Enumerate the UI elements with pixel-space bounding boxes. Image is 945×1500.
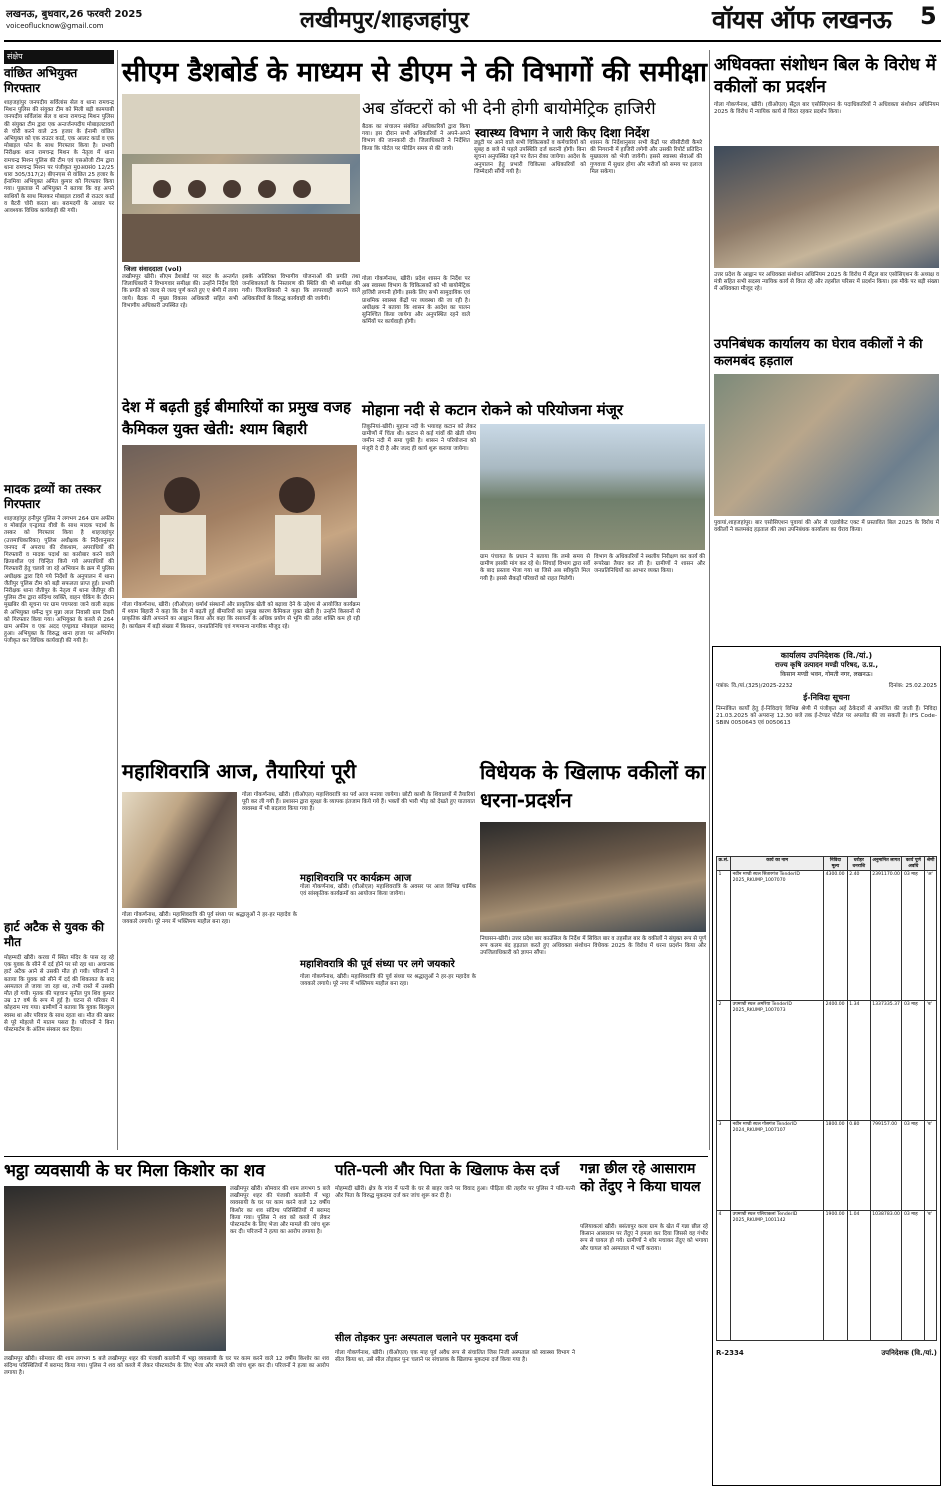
lead-inline-head: स्वास्थ्य विभाग ने जारी किए दिशा निर्देश bbox=[475, 126, 650, 140]
brief-3-title: हार्ट अटैक से युवक की मौत bbox=[4, 920, 104, 949]
tender-code: R-2334 bbox=[716, 1349, 744, 1358]
col-sno: क्र.सं. bbox=[717, 857, 731, 871]
shivratri-sub-1: महाशिवरात्रि पर कार्यक्रम आज bbox=[300, 873, 412, 884]
right-column-divider bbox=[709, 50, 710, 1150]
kiln-headline: भट्ठा व्यवसायी के घर मिला किशोर का शव bbox=[4, 1161, 265, 1181]
table-row: 3 नवीन मण्डी स्थल गौसगंज TenderID 2024_RKUMP_1007107 1800.00 0.80 799157.00 03 माह 'ब' bbox=[717, 1121, 937, 1211]
col-cost: अनुमानित लागत bbox=[870, 857, 902, 871]
brief-3-body: मोहम्मदी खीरी। करवा में स्थित मंदिर के पास रह रहे एक युवक के सीने में दर्द होने पर सो रहा था। अचानक हार्ट अटैक आने से उसकी मौत हो गयी। परिजनों ने बताया कि युवक को सीने में दर्द की शिकायत के बाद अस्पताल ले जाया जा रहा था, तभी रास्ते में उसकी मौत हो गयी। मृतक की पहचान सुनील पुत्र शिव कुमार उम्र 17 वर्ष के रूप में हुई है। घटना से परिवार में कोहराम मच गया। ग्रामीणों ने बताया कि युवक बिल्कुल स्वस्थ था और परिवार के साथ रहता था। मौत की खबर से पूरे मोहल्ले में मातम पसरा है। परिजनों ने बिना पोस्टमार्टम के अंतिम संस्कार कर दिया। bbox=[4, 955, 116, 1034]
left-column-divider bbox=[117, 50, 118, 1150]
dharna-headline: विधेयक के खिलाफ वकीलों का धरना-प्रदर्शन bbox=[480, 760, 706, 812]
leopard-body: पलियाकलां खीरी। बसंतापुर कला ग्राम के खेत में गन्ना छील रहे किसान आसाराम पर तेंदुए ने हमला कर दिया जिससे वह गंभीर रूप से घायल हो गये। ग्रामीणों ने शोर मचाकर तेंदुए को भगाया और घायल को अस्पताल में भर्ती कराया। bbox=[580, 1224, 710, 1252]
shivratri-headline: महाशिवरात्रि आज, तैयारियां पूरी bbox=[122, 759, 357, 783]
lead-photo bbox=[122, 94, 360, 262]
shivratri-sub-2: महाशिवरात्रि की पूर्व संध्या पर लगे जयकारे bbox=[300, 959, 455, 970]
disease-headline-1: देश में बढ़ती हुई बीमारियों का प्रमुख वजह bbox=[122, 398, 351, 416]
tender-signatory: उपनिदेशक (वि./यां.) bbox=[881, 1349, 937, 1358]
masthead-rule bbox=[4, 40, 941, 42]
shivratri-photo bbox=[122, 792, 237, 908]
table-row: 4 उपमण्डी स्थल पलियाकलां TenderID 2025_RKUMP_1001142 1900.00 1.04 1038783.00 03 माह 'ब' bbox=[717, 1211, 937, 1341]
col-work: कार्य का नाम bbox=[731, 857, 824, 871]
case-headline: पति-पत्नी और पिता के खिलाफ केस दर्ज bbox=[335, 1161, 560, 1179]
email[interactable]: voiceoflucknow@gmail.com bbox=[6, 22, 104, 30]
mohana-body-a: तिकुनियां-खीरी। मुहाना नदी के भयावह कटान को लेकर ग्रामीणों में चिंता थी। कटान से कई गांवों की खेती योग्य जमीन नदी में समा चुकी है। शासन ने परियोजना को मंजूरी दे दी है और जल्द ही कार्य शुरू कराया जायेगा। bbox=[362, 424, 478, 452]
brief-2-body: शाहजहांपुर हनीपुर पुलिस ने लगभग 264 ग्राम अफीम व मोबाईल एन्ड्रायड वीवो के साथ मादक पदार्थ के तस्कर को गिरफ्तार किया है शाहजहांपुर (उत्तमाधिकारिका) पुलिस अधीक्षक के निर्देशानुसार जनपद में अपराध की रोकथाम, अपराधियों की गिरफ्तारी व मादक पदार्थ का कारोबार करने वाले क्रियाशील एवं चिन्हित किये गये अपराधियों की गिरफ्तारी हेतु चलाये जा रहे अभियान के क्रम में पुलिस अधीक्षक द्वारा दिये गये निर्देशों के अनुपालन में थाना जैतीपुर पुलिस टीम को बड़ी सफलता प्राप्त हुई। प्रभारी निरीक्षक थाना जैतीपुर के नेतृत्व में थाना जैतीपुर की पुलिस टीम द्वारा संदिग्ध व्यक्ति, वाहन चेकिंग के दौरान मुखबिर की सूचना पर ग्राम पचपरवा जाने वाली सड़क से अभियुक्त धर्मेन्द्र पुत्र मुन्ना लाल निवासी ग्राम टिबरी को गिरफ्तार किया गया। अभियुक्त के कब्जे से 264 ग्राम अफीम व एक अदद एण्ड्रायड मोबाइल बरामद हुआ। अभियुक्त के विरुद्ध थाना हाजा पर अभियोग पंजीकृत कर विधिक कार्यवाही की गयी है। bbox=[4, 516, 116, 645]
tender-title: ई-निविदा सूचना bbox=[803, 693, 850, 702]
case-body: मोहम्मदी खीरी। क्षेत्र के गांव में पत्नी के घर से बाहर जाने पर विवाद हुआ। पीड़िता की तहरीर पर पुलिस ने पति-पत्नी और पिता के विरुद्ध मुकदमा दर्ज कर जांच शुरू कर दी है। bbox=[335, 1186, 577, 1200]
page-number: 5 bbox=[920, 2, 937, 30]
advocates-headline-2: उपनिबंधक कार्यालय का घेराव वकीलों ने की कलमबंद हड़ताल bbox=[714, 337, 923, 369]
dharna-body: निघासन-खीरी। उत्तर प्रदेश बार काउंसिल के निर्देश में सिविल बार व तहसील बार के वकीलों ने संयुक्त रूप से पूर्ण रूप कलम बंद हड़ताल करते हुए अधिवक्ता संशोधन विधेयक 2025 के विरोध में धरना प्रदर्शन किया और उपजिलाधिकारी को ज्ञापन सौंपा। bbox=[480, 936, 708, 957]
kiln-body: लखीमपुर खीरी। सोमवार की शाम लगभग 5 बजे लखीमपुर शहर की पंजाबी कालोनी में भट्ठा व्यवसायी के घर पर काम करने वाले 12 वर्षीय किशोर का शव संदिग्ध परिस्थितियों में बरामद किया गया। पुलिस ने शव को कब्जे में लेकर पोस्टमार्टम के लिए भेजा और मामले की जांच शुरू कर दी। परिजनों ने हत्या का आरोप लगाया है। bbox=[4, 1356, 331, 1377]
mohana-body-b: ग्राम पंचायत के प्रधान ने बताया कि लम्बे समय से ग्रामीण इसकी मांग कर रहे थे। सिंचाई विभाग द्वारा सर्वे के बाद प्रस्ताव भेजा गया था जिसे अब स्वीकृति मिल गयी है। इससे सैकड़ों परिवारों को राहत मिलेगी। bbox=[480, 554, 592, 582]
advocates-photo bbox=[714, 146, 939, 268]
tender-notice-text: निम्नांकित कार्यों हेतु ई-निविदाएं विभिन्न श्रेणी में पंजीकृत अर्ह ठेकेदारों से आमंत्रित की जाती हैं। निविदा 21.03.2025 को अपरान्ह 12.30 बजे तक ई-टेण्डर पोर्टल पर अपलोड की जा सकती है। IFS Code-SBIN 0050643 एवं 0050613 bbox=[716, 706, 939, 727]
dharna-photo bbox=[480, 822, 706, 932]
tender-address: किसान मण्डी भवन, गोमती नगर, लखनऊ। bbox=[780, 671, 873, 678]
disease-body: गोला गोकर्णनाथ, खीरी। (वीओएल) धर्मार्थ संस्थानों और प्राकृतिक खेती को बढ़ावा देने के उद्देश्य से आयोजित कार्यक्रम में श्याम बिहारी ने कहा कि देश में बढ़ती हुई बीमारियों का प्रमुख कारण कैमिकल युक्त खेती है। उन्होंने किसानों से प्राकृतिक खेती अपनाने का आह्वान किया और कहा कि रसायनों के अधिक प्रयोग से भूमि की उर्वरा शक्ति कम हो रही है। कार्यक्रम में बड़ी संख्या में किसान, जनप्रतिनिधि एवं गणमान्य नागरिक मौजूद रहे। bbox=[122, 602, 362, 630]
lead-body-d: गोला गोकर्णनाथ, खीरी। प्रदेश शासन के निर्देश पर अब स्वास्थ्य विभाग के चिकित्सकों को भी बायोमेट्रिक हाजिरी लगानी होगी। इसके लिए सभी सामुदायिक एवं प्राथमिक स्वास्थ्य केंद्रों पर व्यवस्था की जा रही है। अधीक्षक ने बताया कि शासन के आदेश का पालन सुनिश्चित किया जायेगा और अनुपस्थित रहने वाले कर्मियों पर कार्यवाही होगी। bbox=[362, 276, 472, 326]
shivratri-sub-2-body: गोला गोकर्णनाथ, खीरी। महाशिवरात्रि की पूर्व संध्या पर श्रद्धालुओं ने हर-हर महादेव के जयकारे लगाये। पूरे नगर में भक्तिमय माहौल बना रहा। bbox=[300, 974, 478, 988]
tender-org: राज्य कृषि उत्पादन मण्डी परिषद, उ.प्र., bbox=[774, 661, 878, 669]
lead-photo-caption: जिला संवाददाता (vol) bbox=[124, 265, 182, 273]
hospital-seal-body: गोला गोकर्णनाथ, खीरी। (वीओएल) एक माह पूर्व अवैध रूप से संचालित जिस निजी अस्पताल को स्वास्थ्य विभाग ने सील किया था, उसे सील तोड़कर पुनः चलाने पर संचालक के खिलाफ मुकदमा दर्ज किया गया है। bbox=[335, 1350, 577, 1364]
speakers-photo-icon bbox=[122, 445, 357, 598]
tender-table bbox=[716, 856, 937, 1341]
col-fee: निविदा मूल्य bbox=[824, 857, 848, 871]
lead-sub-headline: अब डॉक्टरों को भी देनी होगी बायोमेट्रिक हाजिरी bbox=[362, 99, 656, 119]
kiln-body-2: लखीमपुर खीरी। सोमवार की शाम लगभग 5 बजे लखीमपुर शहर की पंजाबी कालोनी में भट्ठा व्यवसायी के घर पर काम करने वाले 12 वर्षीय किशोर का शव संदिग्ध परिस्थितियों में बरामद किया गया। पुलिस ने शव को कब्जे में लेकर पोस्टमार्टम के लिए भेजा और मामले की जांच शुरू कर दी। परिजनों ने हत्या का आरोप लगाया है। bbox=[230, 1186, 332, 1236]
mohana-headline: मोहाना नदी से कटान रोकने को परियोजना मंजूर bbox=[362, 401, 624, 419]
brief-2-title: मादक द्रव्यों का तस्कर गिरफ्तार bbox=[4, 482, 101, 511]
table-row: 1 नवीन मण्डी स्थल सितारगंज TenderID 2025_RKUMP_1007070 4300.00 2.40 2391170.00 03 माह 'अ' bbox=[717, 871, 937, 1001]
lead-body-a: लखीमपुर खीरी। सीएम डैशबोर्ड पर सदर के अन्तर्गत जिलाधिकारी ने विभागवार समीक्षा की। उन्होंने निर्देश दिये कि प्रगति को जल्द से जल्द पूर्ण करते हुए ए श्रेणी में लाया जाये। बैठक में मुख्य विकास अधिकारी सहित सभी विभागीय अधिकारी उपस्थित रहे। bbox=[122, 274, 240, 309]
tender-office: कार्यालय उपनिदेशक (वि./यां.) bbox=[780, 651, 873, 660]
disease-photo bbox=[122, 445, 357, 598]
advocates-body-3: पुवायां,शाहजहांपुर। बार एसोसिएशन पुवायां की ओर से एडवोकेट एक्ट में प्रस्तावित बिल 2025 के विरोध में वकीलों ने कलमबंद हड़ताल की तथा उपनिबंधक कार्यालय का घेराव किया। bbox=[714, 520, 941, 534]
dateline: लखनऊ, बुधवार,26 फरवरी 2025 bbox=[6, 9, 143, 20]
lead-body-f: शासन के निर्देशानुसार सभी केंद्रों पर सीसीटीवी कैमरे की निगरानी में हाजिरी लगेगी और उसकी रिपोर्ट प्रतिदिन मुख्यालय को भेजी जायेगी। इससे स्वास्थ्य सेवाओं की गुणवत्ता में सुधार होगा और मरीजों को समय पर इलाज मिल सकेगा। bbox=[590, 140, 704, 175]
advocates-body: गोला गोकर्णनाथ, खीरी। (वीओएल) सेंट्रल बार एसोसिएशन के पदाधिकारियों ने अधिवक्ता संशोधन अधिनियम 2025 के विरोध में न्यायिक कार्य से विरत रहकर प्रदर्शन किया। bbox=[714, 102, 941, 116]
shivratri-body-2: गोला गोकर्णनाथ, खीरी। महाशिवरात्रि की पूर्व संध्या पर श्रद्धालुओं ने हर-हर महादेव के जयकारे लगाये। पूरे नगर में भक्तिमय माहौल बना रहा। bbox=[122, 912, 299, 926]
hospital-seal-headline: सील तोड़कर पुनः अस्पताल चलाने पर मुकदमा दर्ज bbox=[335, 1333, 518, 1344]
lead-body-c: बैठक का संचालन संबंधित अधिकारियों द्वारा किया गया। इस दौरान सभी अधिकारियों ने अपने-अपने विभाग की जानकारी दी। जिलाधिकारी ने निर्देशित किया कि पोर्टल पर फीडिंग समय से की जाये। bbox=[362, 124, 472, 152]
col-class: श्रेणी bbox=[925, 857, 937, 871]
lead-body-b: इसके अतिरिक्त विभागीय योजनाओं की प्रगति तथा जनशिकायतों के निस्तारण की स्थिति की भी समीक्षा की गयी। जिलाधिकारी ने कहा कि लापरवाही बरतने वाले अधिकारियों के विरुद्ध कार्यवाही की जायेगी। bbox=[242, 274, 362, 302]
lead-headline: सीएम डैशबोर्ड के माध्यम से डीएम ने की विभागों की समीक्षा bbox=[122, 57, 707, 88]
brief-1-title: वांछित अभियुक्त गिरफ्तार bbox=[4, 66, 78, 95]
section-title: लखीमपुर/शाहजहांपुर bbox=[300, 7, 469, 33]
tender-notice bbox=[712, 646, 941, 1486]
river-photo bbox=[480, 424, 705, 550]
strike-photo bbox=[714, 374, 939, 516]
advocates-headline: अधिवक्ता संशोधन बिल के विरोध में वकीलों का प्रदर्शन bbox=[714, 55, 936, 97]
disease-headline-2: कैमिकल युक्त खेती: श्याम बिहारी bbox=[122, 420, 308, 438]
col-period: कार्य पूर्ण अवधि bbox=[902, 857, 925, 871]
tender-date: दिनांक: 25.02.2025 bbox=[888, 683, 937, 689]
lead-body-e: ड्यूटी पर आने वाले सभी चिकित्सकों व कर्मचारियों को सुबह 8 बजे से पहले उपस्थिति दर्ज करानी होगी। बिना सूचना अनुपस्थित रहने पर वेतन रोका जायेगा। आदेश के अनुपालन हेतु प्रभारी चिकित्सा अधिकारियों को जिम्मेदारी सौंपी गयी है। bbox=[474, 140, 588, 175]
kiln-photo bbox=[4, 1186, 226, 1351]
briefs-label: संक्षेप bbox=[4, 50, 114, 64]
masthead bbox=[0, 0, 945, 46]
brand-logo: वॉयस ऑफ लखनऊ bbox=[712, 5, 892, 34]
brief-1-body: शाहजहांपुर जनपदीय सर्विलांस सेल व थाना रामचन्द्र मिशन पुलिस की संयुक्त टीम को मिली बड़ी कामयाबी जनपदीय सर्विलांस सेल व थाना रामचन्द्र मिशन पुलिस की संयुक्त टीम द्वारा एक अन्तर्जनपदीय मोबाइलटावरों से चोरी करने वाले 25 हजार के ईनामी वांछित अभियुक्त को एक राउटर कार्ड, एक आलट कार्ड व एक मोबाइल फोन के साथ गिरफ्तार किया है। प्रभारी निरीक्षक थाना रामचन्द्र मिशन के नेतृत्व में थाना रामचन्द्र मिशन पुलिस की टीम एवं एसओजी टीम द्वारा थाना रामचन्द्र मिशन पर पंजीकृत मु0अ0सं0 12/25 धारा 305/317(2) बीएनएस से वांछित 25 हजार के ईनामिया अभियुक्त अमित कुमार को गिरफ्तार किया गया। पूछताछ में अभियुक्त ने बताया कि वह अपने साथियों के साथ मिलकर मोबाइल टावरों से राउटर कार्ड व बैटरी चोरी करता था। बरामदगी के आधार पर आवश्यक विधिक कार्यवाही की गयी। bbox=[4, 100, 116, 215]
bottom-rule bbox=[4, 1156, 708, 1157]
shivratri-sub-1-body: गोला गोकर्णनाथ, खीरी। (वीओएल) महाशिवरात्रि के अवसर पर आज विभिन्न धार्मिक एवं सांस्कृतिक कार्यक्रमों का आयोजन किया जायेगा। bbox=[300, 884, 478, 898]
table-row: 2 उपमण्डी स्थल अमरिया TenderID 2025_RKUMP_1007073 2400.00 1.34 1337335.37 03 माह 'ब' bbox=[717, 1001, 937, 1121]
meeting-photo-icon bbox=[122, 94, 360, 262]
tender-ref: पत्रांक: वि./यां.(325)/2025-2232 bbox=[716, 683, 793, 689]
advocates-body-2: उत्तर प्रदेश के आह्वान पर अधिवक्ता संशोधन अधिनियम 2025 के विरोध में सेंट्रल बार एसोसिएशन के अध्यक्ष व मंत्री सहित सभी सदस्य न्यायिक कार्य से विरत रहे और तहसील परिसर में प्रदर्शन किया। इस मौके पर बड़ी संख्या में अधिवक्ता मौजूद रहे। bbox=[714, 272, 941, 293]
leopard-headline: गन्ना छील रहे आसाराम को तेंदुए ने किया घायल bbox=[580, 1161, 701, 1195]
shivratri-body: गोला गोकर्णनाथ, खीरी। (वीओएल) महाशिवरात्रि का पर्व आज मनाया जायेगा। छोटी काशी के शिवालयों में तैयारियां पूरी कर ली गयी हैं। प्रशासन द्वारा सुरक्षा के व्यापक इंतजाम किये गये हैं। भक्तों की भारी भीड़ को देखते हुए यातायात व्यवस्था में भी बदलाव किया गया है। bbox=[242, 792, 477, 813]
col-deposit: धरोहर धनराशि bbox=[847, 857, 870, 871]
mohana-body-c: विभाग के अधिकारियों ने स्थलीय निरीक्षण कर कार्य की रूपरेखा तैयार कर ली है। ग्रामीणों ने शासन और जनप्रतिनिधियों का आभार व्यक्त किया। bbox=[594, 554, 707, 575]
